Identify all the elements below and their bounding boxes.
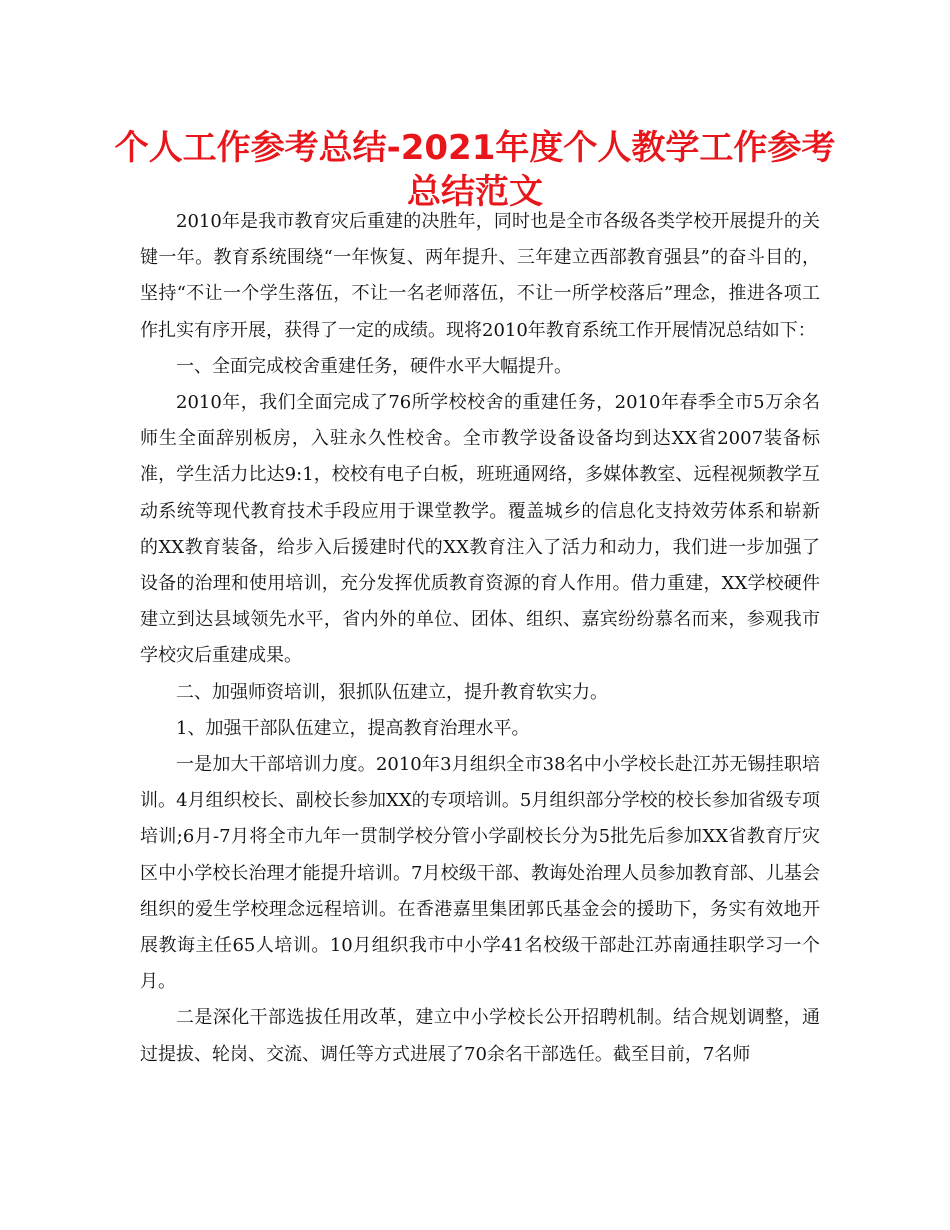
section-heading-1: 一、全面完成校舍重建任务，硬件水平大幅提升。 (176, 355, 572, 377)
paragraph-cadre-training: 一是加大干部培训力度。2010年3月组织全市38名中小学校长赴江苏无锡挂职培训。4月组织校长、副校长参加XX的专项培训。5月组织部分学校的校长参加省级专项培训;6月-7月将全市九年一贯制学校分管小学副校长分为5批先后参加XX省教育厅灾区中小学校长治理才能提升培训。7月校级干部、教诲处治理人员参加教育部、儿基会组织的爱生学校理念远程培训。在香港嘉里集团郭氏基金会的援助下，务实有效地开展教诲主任65人培训。10月组织我市中小学41名校级干部赴江苏南通挂职学习一个月。 (140, 754, 820, 993)
paragraph-cadre-selection: 二是深化干部选拔任用改革，建立中小学校长公开招聘机制。结合规划调整，通过提拔、轮岗、交流、调任等方式进展了70余名干部选任。截至目前，7名师 (140, 1007, 820, 1065)
document-title-line-1: 个人工作参考总结-2021年度个人教学工作参考 (114, 128, 836, 168)
paragraph-facilities: 2010年，我们全面完成了76所学校校舍的重建任务，2010年春季全市5万余名师生全面辞别板房，入驻永久性校舍。全市教学设备设备均到达XX省2007装备标准，学生活力比达9:1，校校有电子白板，班班通网络，多媒体教室、远程视频教学互动系统等现代教育技术手段应用于课堂教学。覆盖城乡的信息化支持效劳体系和崭新的XX教育装备，给步入后援建时代的XX教育注入了活力和动力，我们进一步加强了设备的治理和使用培训，充分发挥优质教育资源的育人作用。借力重建，XX学校硬件建立到达县域领先水平，省内外的单位、团体、组织、嘉宾纷纷慕名而来，参观我市学校灾后重建成果。 (140, 392, 820, 667)
section-heading-2: 二、加强师资培训，狠抓队伍建立，提升教育软实力。 (176, 681, 608, 703)
document-title-line-2: 总结范文 (407, 172, 543, 212)
document-body (140, 204, 820, 1073)
subsection-heading-1: 1、加强干部队伍建立，提高教育治理水平。 (176, 717, 530, 739)
paragraph-intro: 2010年是我市教育灾后重建的决胜年，同时也是全市各级各类学校开展提升的关键一年。教育系统围绕“一年恢复、两年提升、三年建立西部教育强县”的奋斗目的，坚持“不让一个学生落伍，不让一名老师落伍，不让一所学校落后”理念，推进各项工作扎实有序开展，获得了一定的成绩。现将2010年教育系统工作开展情况总结如下： (140, 211, 820, 341)
